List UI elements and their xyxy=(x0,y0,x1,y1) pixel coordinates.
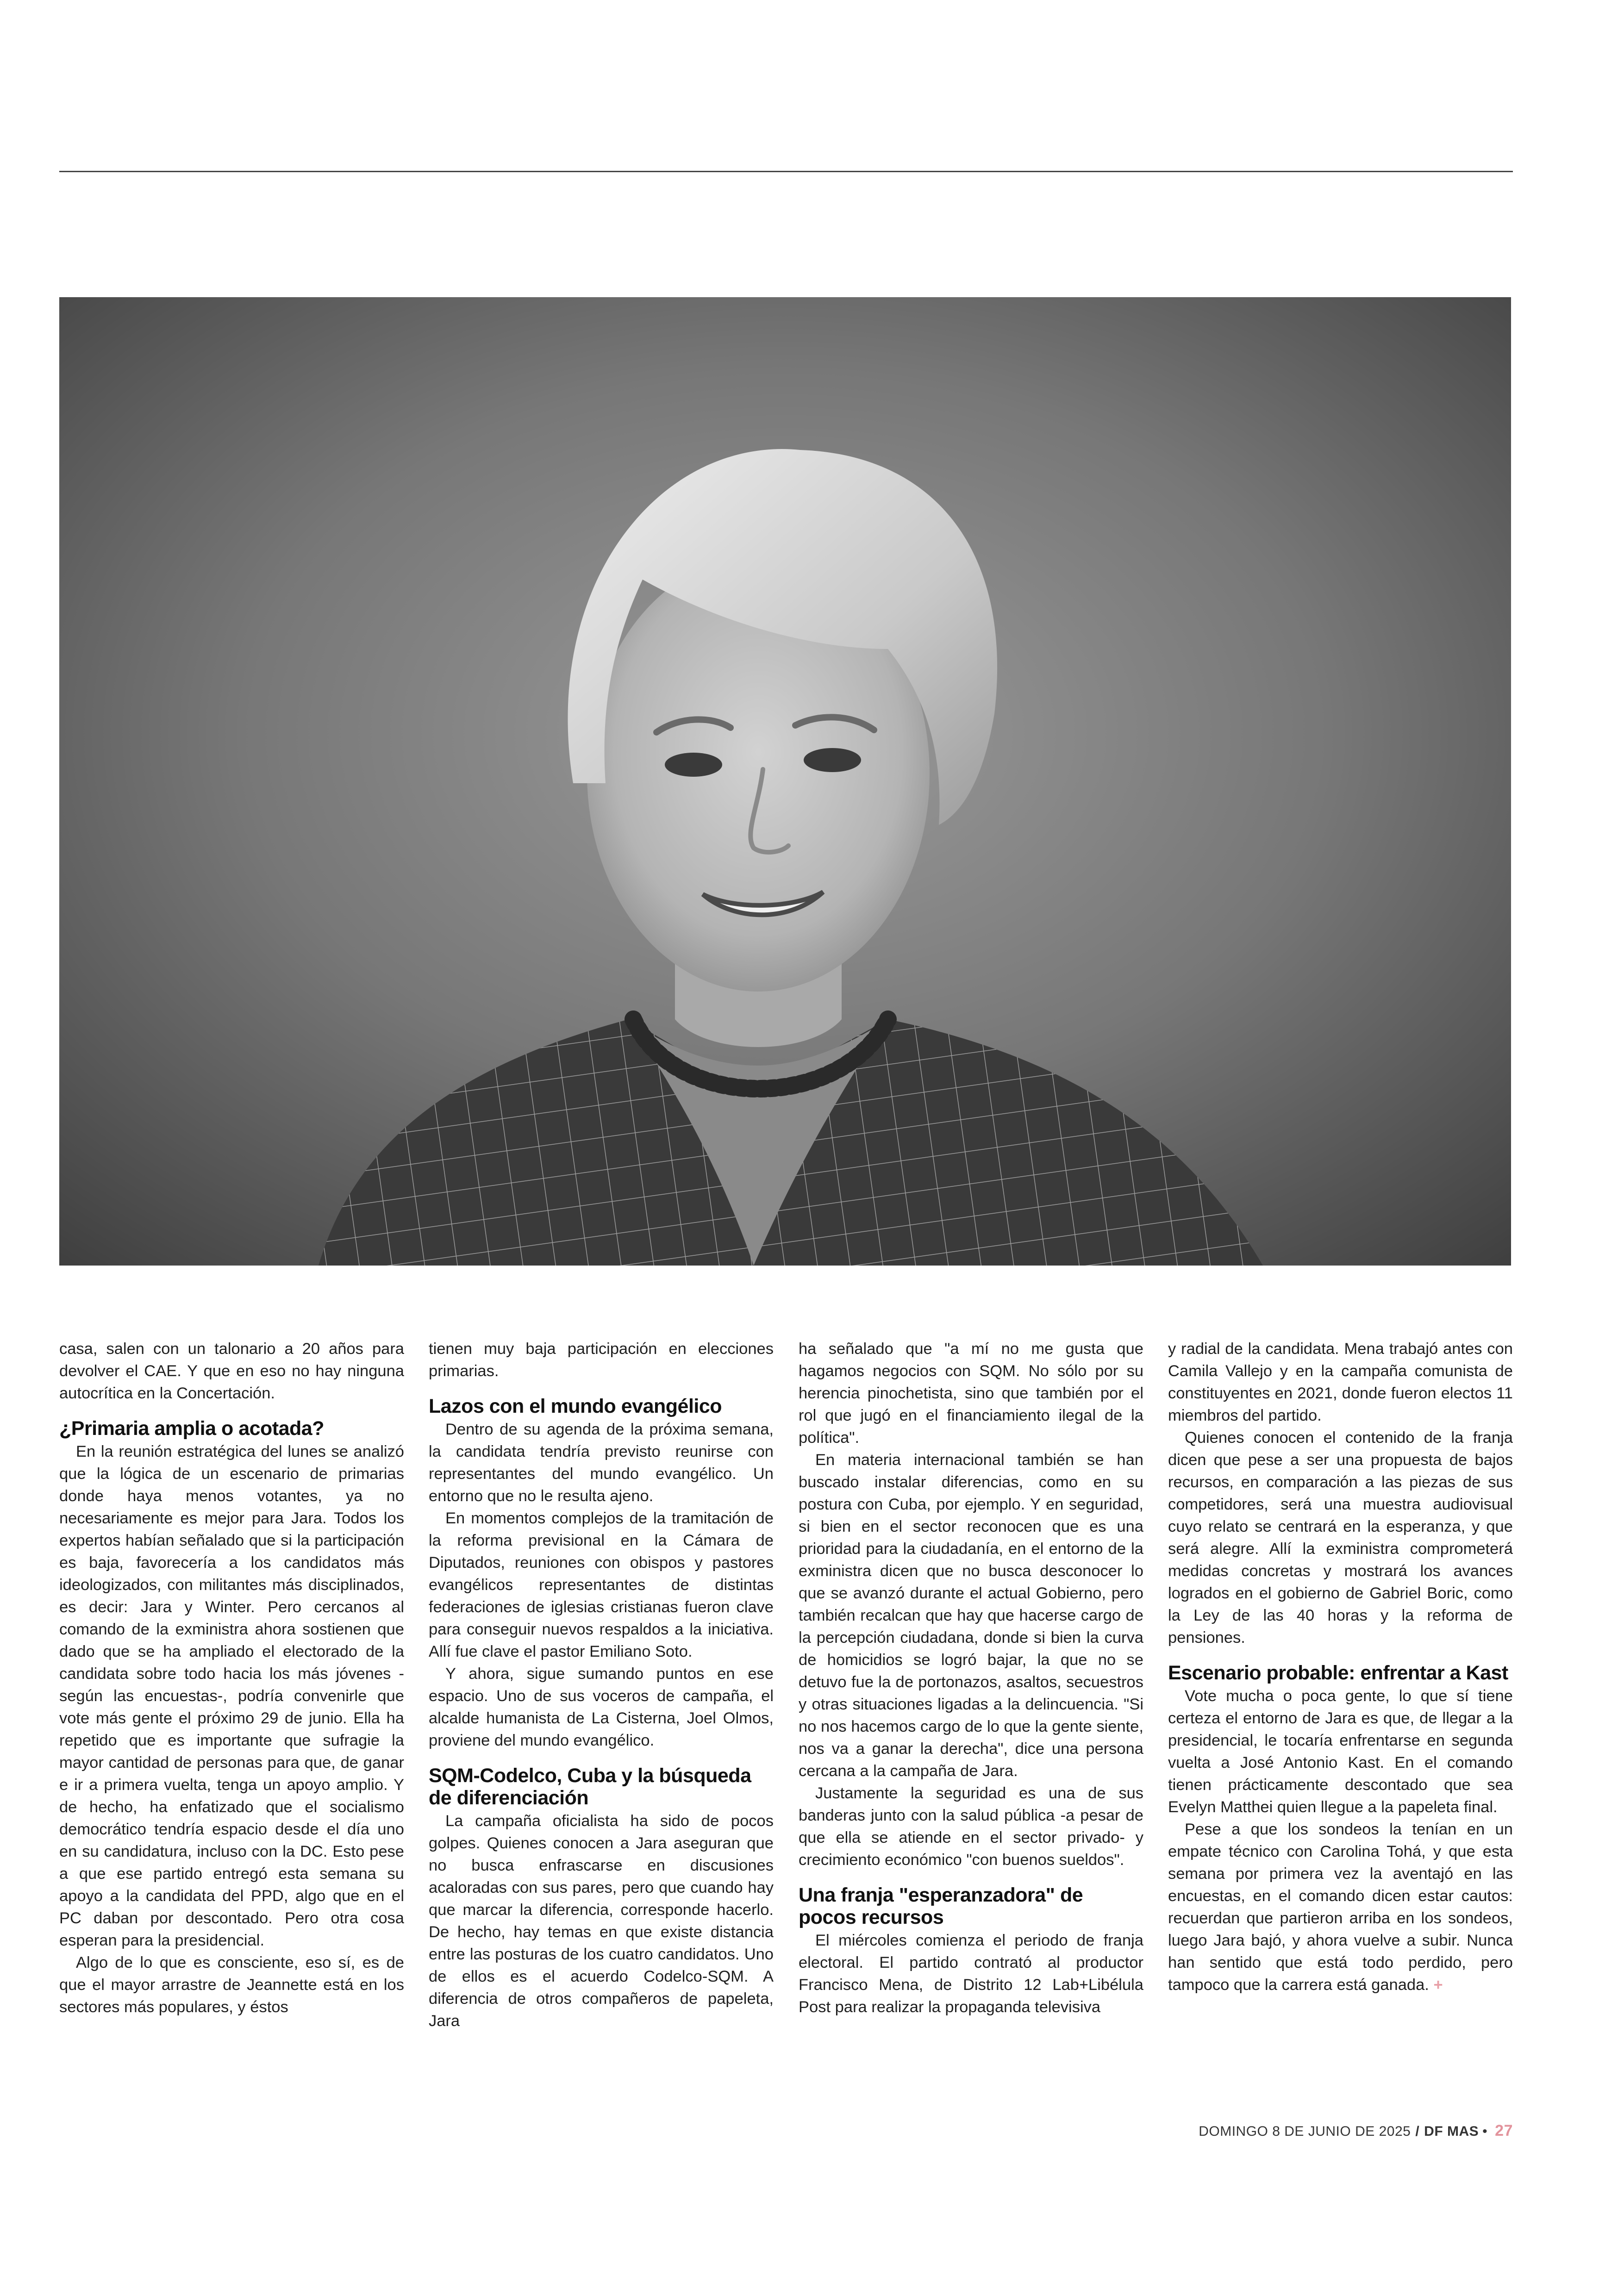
article-column-2 xyxy=(429,1338,774,2102)
paragraph: La campaña oficialista ha sido de pocos golpes. Quienes conocen a Jara aseguran que no busca enfrascarse en discusiones acaloradas con sus pares, pero que cuando hay que marcar la diferencia, corresponde hacerlo. De hecho, hay temas en que existe distancia entre las posturas de los cuatro candidatos. Uno de ellos es el acuerdo Codelco-SQM. A diferencia de otros compañeros de papeleta, Jara xyxy=(429,1812,774,2030)
section-heading-kast: Escenario probable: enfrentar a Kast xyxy=(1168,1662,1508,1684)
footer-separator: / xyxy=(1415,2124,1420,2139)
paragraph: tienen muy baja participación en elecciones primarias. xyxy=(429,1340,774,1380)
paragraph: casa, salen con un talonario a 20 años para devolver el CAE. Y que en eso no hay ninguna autocrítica en la Concertación. xyxy=(59,1340,404,1402)
paragraph: En materia internacional también se han buscado instalar diferencias, como en su postura con Cuba, por ejemplo. Y en seguridad, si bien en el sector reconocen que es una prioridad para la ciudadanía, en el entorno de la exministra dicen que no busca desconocer lo que se avanzó durante el actual Gobierno, pero también recalcan que hay que hacerse cargo de la percepción ciudadana, donde si bien la curva de homicidios se logró bajar, la que no se detuvo fue la de portonazos, asaltos, secuestros y otras situaciones ligadas a la delincuencia. "Si no nos hacemos cargo de lo que la gente siente, nos va a ganar la derecha", dice una persona cercana a la campaña de Jara. xyxy=(799,1451,1143,1780)
section-heading-evangelico: Lazos con el mundo evangélico xyxy=(429,1395,722,1417)
paragraph-text: Pese a que los sondeos la tenían en un empate técnico con Carolina Tohá, y que esta semana por primera vez la aventajó en las encuestas, en el comando dicen estar cautos: recuerdan que partieron arriba en los sondeos, luego Jara bajó, y ahora vuelve a subir. Nunca han sentido que está todo perdido, pero tampoco que la carrera está ganada. xyxy=(1168,1821,1513,1994)
paragraph: ha señalado que "a mí no me gusta que hagamos negocios con SQM. No sólo por su herencia pinochetista, sino que también por el rol que jugó en el financiamiento ilegal de la política". xyxy=(799,1340,1143,1447)
paragraph: Algo de lo que es consciente, eso sí, es de que el mayor arrastre de Jeannette está en los sectores más populares, y éstos xyxy=(59,1954,404,2016)
section-heading-sqm-codelco: SQM-Codelco, Cuba y la búsqueda de diferenciación xyxy=(429,1765,751,1809)
paragraph: Quienes conocen el contenido de la franja dicen que pese a ser una propuesta de bajos recursos, en comparación a las piezas de sus competidores, será una muestra audiovisual cuyo relato se centrará en la esperanza, y que será alegre. Allí la exministra comprometerá medidas concretas y mostrará los avances logrados en el gobierno de Gabriel Boric, como la Ley de las 40 horas y la reforma de pensiones. xyxy=(1168,1429,1513,1646)
portrait-illustration xyxy=(59,297,1511,1266)
paragraph: En la reunión estratégica del lunes se analizó que la lógica de un escenario de primarias donde haya menos votantes, ya no necesariamente es mejor para Jara. Todos los expertos habían señalado que si la participación es baja, favorecería a los candidatos más ideologizados, con militantes más disciplinados, es decir: Jara y Winter. Pero cercanos al comando de la exministra ahora sostienen que dado que se ha ampliado el electorado de la candidata sobre todo hacia los más jóvenes -según las encuestas-, podría convenirle que vote más gente el próximo 29 de junio. Ella ha repetido que es importante que sufragie la mayor cantidad de personas para que, de ganar e ir a primera vuelta, tenga un apoyo amplio. Y de hecho, ha enfatizado que el socialismo democrático tendría espacio desde el día uno en su candidatura, incluso con la DC. Esto pese a que ese partido entregó esta semana su apoyo a la candidata del PPD, algo que en el PC daban por descontado. Pero otra cosa esperan para la presidencial. xyxy=(59,1443,404,1949)
article-column-4 xyxy=(1168,1338,1513,2102)
paragraph: El miércoles comienza el periodo de franja electoral. El partido contrató al productor Francisco Mena, de Distrito 12 Lab+Libélula Post para realizar la propaganda televisiva xyxy=(799,1932,1143,2016)
top-divider-rule xyxy=(59,171,1513,172)
paragraph xyxy=(1168,1818,1513,1996)
article-column-1 xyxy=(59,1338,404,2102)
article-column-3 xyxy=(799,1338,1143,2102)
paragraph: y radial de la candidata. Mena trabajó antes con Camila Vallejo y en la campaña comunista de constituyentes en 2021, donde fueron electos 11 miembros del partido. xyxy=(1168,1340,1513,1424)
footer-bullet: • xyxy=(1482,2124,1488,2139)
portrait-photo xyxy=(59,297,1511,1266)
paragraph: Dentro de su agenda de la próxima semana, la candidata tendría previsto reunirse con representantes del mundo evangélico. Un entorno que no le resulta ajeno. xyxy=(429,1421,774,1505)
page-number: 27 xyxy=(1495,2122,1513,2139)
issue-date: DOMINGO 8 DE JUNIO DE 2025 xyxy=(1199,2124,1411,2139)
section-heading-primaria: ¿Primaria amplia o acotada? xyxy=(59,1417,324,1440)
article-end-mark: + xyxy=(1433,1976,1443,1994)
publication-name: DF MAS xyxy=(1424,2124,1479,2139)
paragraph: En momentos complejos de la tramitación de la reforma previsional en la Cámara de Diputados, reuniones con obispos y pastores evangélicos representantes de distintas federaciones de iglesias cristianas fueron clave para conseguir nuevos respaldos a la iniciativa. Allí fue clave el pastor Emiliano Soto. xyxy=(429,1509,774,1660)
section-heading-franja: Una franja "esperanzadora" de pocos recursos xyxy=(799,1884,1083,1928)
paragraph: Vote mucha o poca gente, lo que sí tiene certeza el entorno de Jara es que, de llegar a la presidencial, le tocaría enfrentarse en segunda vuelta a José Antonio Kast. En el comando tienen prácticamente descontado que sea Evelyn Matthei quien llegue a la papeleta final. xyxy=(1168,1687,1513,1816)
paragraph: Justamente la seguridad es una de sus banderas junto con la salud pública -a pesar de que ella se atiende en el sector privado- y crecimiento económico "con buenos sueldos". xyxy=(799,1784,1143,1869)
page-footer xyxy=(1111,2121,1513,2140)
paragraph: Y ahora, sigue sumando puntos en ese espacio. Uno de sus voceros de campaña, el alcalde humanista de La Cisterna, Joel Olmos, proviene del mundo evangélico. xyxy=(429,1665,774,1749)
